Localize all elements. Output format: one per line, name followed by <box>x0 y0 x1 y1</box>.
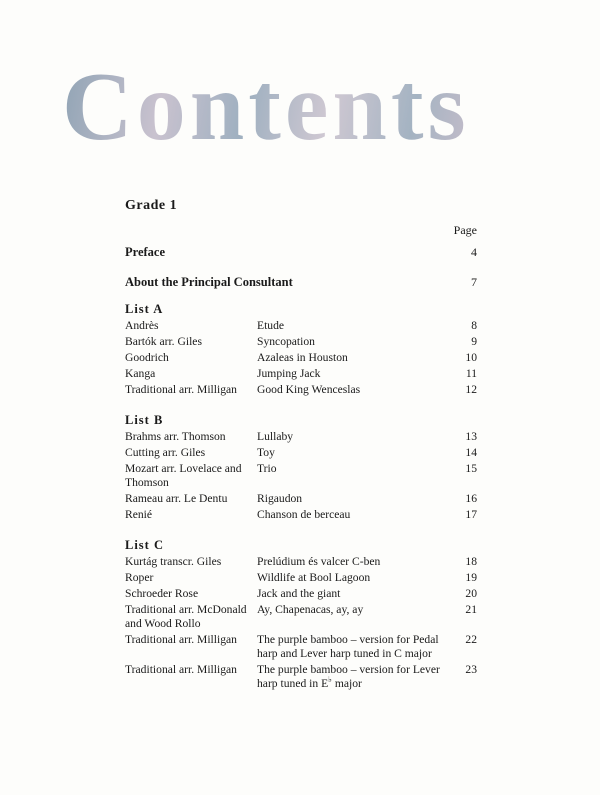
composer: Traditional arr. Milligan <box>125 383 237 396</box>
piece-title: Ay, Chapenacas, ay, ay <box>257 603 364 616</box>
page-number: 9 <box>471 335 477 348</box>
list-item[interactable] <box>125 430 477 444</box>
list-item[interactable] <box>125 319 477 333</box>
composer: Goodrich <box>125 351 169 364</box>
composer: Cutting arr. Giles <box>125 446 206 459</box>
contents-table <box>125 198 477 693</box>
list-item[interactable] <box>125 555 477 569</box>
page-number: 11 <box>465 367 477 380</box>
page-number: 19 <box>465 571 477 584</box>
page-number: 10 <box>465 351 477 364</box>
piece-title <box>257 663 455 691</box>
composer: Rameau arr. Le Dentu <box>125 492 228 505</box>
page-column-header: Page <box>453 223 477 237</box>
flat-sign: ♭ <box>328 675 332 685</box>
page-number: 20 <box>465 587 477 600</box>
page-number: 17 <box>465 508 477 521</box>
piece-title: Azaleas in Houston <box>257 351 348 364</box>
composer: Andrès <box>125 319 159 332</box>
page-number: 14 <box>465 446 477 459</box>
piece-title: Jumping Jack <box>257 367 321 380</box>
piece-title: Toy <box>257 446 275 459</box>
list-item[interactable] <box>125 663 477 691</box>
list-item[interactable] <box>125 492 477 506</box>
piece-title: Trio <box>257 462 277 475</box>
page-number: 15 <box>465 462 477 475</box>
list-a-heading: List A <box>125 302 164 316</box>
list-item[interactable] <box>125 508 477 522</box>
grade-heading: Grade 1 <box>125 198 178 213</box>
composer: Traditional arr. Milligan <box>125 663 237 676</box>
composer: Traditional arr. Milligan <box>125 633 237 646</box>
composer: Traditional arr. McDonald and Wood Rollo <box>125 603 247 630</box>
list-item[interactable] <box>125 335 477 349</box>
page-number: 18 <box>465 555 477 568</box>
front-matter-title: About the Principal Consultant <box>125 275 293 289</box>
front-matter-item[interactable] <box>125 245 477 260</box>
piece-title: Lullaby <box>257 430 294 443</box>
composer: Schroeder Rose <box>125 587 199 600</box>
page-number: 4 <box>471 245 477 259</box>
composer: Mozart arr. Lovelace and Thomson <box>125 462 242 489</box>
piece-title-main: The purple bamboo – version for Lever harp tuned in E <box>257 663 440 690</box>
list-item[interactable] <box>125 462 477 490</box>
list-item[interactable] <box>125 383 477 397</box>
piece-title: Etude <box>257 319 285 332</box>
list-b-heading: List B <box>125 413 164 427</box>
page-number: 23 <box>465 663 477 676</box>
piece-title: Wildlife at Bool Lagoon <box>257 571 371 584</box>
page-number: 22 <box>465 633 477 646</box>
list-item[interactable] <box>125 351 477 365</box>
front-matter-item[interactable] <box>125 275 477 290</box>
composer: Bartók arr. Giles <box>125 335 202 348</box>
list-item[interactable] <box>125 571 477 585</box>
list-c-heading: List C <box>125 538 164 552</box>
page-number: 12 <box>465 383 477 396</box>
page-number: 21 <box>465 603 477 616</box>
piece-title: Rigaudon <box>257 492 303 505</box>
piece-title: Good King Wenceslas <box>257 383 361 396</box>
list-item[interactable] <box>125 587 477 601</box>
front-matter-title: Preface <box>125 245 166 259</box>
composer: Kanga <box>125 367 156 380</box>
composer: Renié <box>125 508 153 521</box>
piece-title: Syncopation <box>257 335 315 348</box>
page-title: Contents <box>62 53 470 161</box>
piece-title: The purple bamboo – version for Pedal harp and Lever harp tuned in C major <box>257 633 439 660</box>
piece-title-suffix: major <box>331 677 362 690</box>
composer: Brahms arr. Thomson <box>125 430 226 443</box>
list-item[interactable] <box>125 603 477 631</box>
page-number: 8 <box>471 319 477 332</box>
list-item[interactable] <box>125 446 477 460</box>
composer: Roper <box>125 571 154 584</box>
page-number: 16 <box>465 492 477 505</box>
piece-title: Jack and the giant <box>257 587 341 600</box>
composer: Kurtág transcr. Giles <box>125 555 222 568</box>
piece-title: Chanson de berceau <box>257 508 351 521</box>
list-item[interactable] <box>125 633 477 661</box>
page-number: 13 <box>465 430 477 443</box>
piece-title: Prelúdium és valcer C-ben <box>257 555 381 568</box>
list-item[interactable] <box>125 367 477 381</box>
page-number: 7 <box>471 275 477 289</box>
